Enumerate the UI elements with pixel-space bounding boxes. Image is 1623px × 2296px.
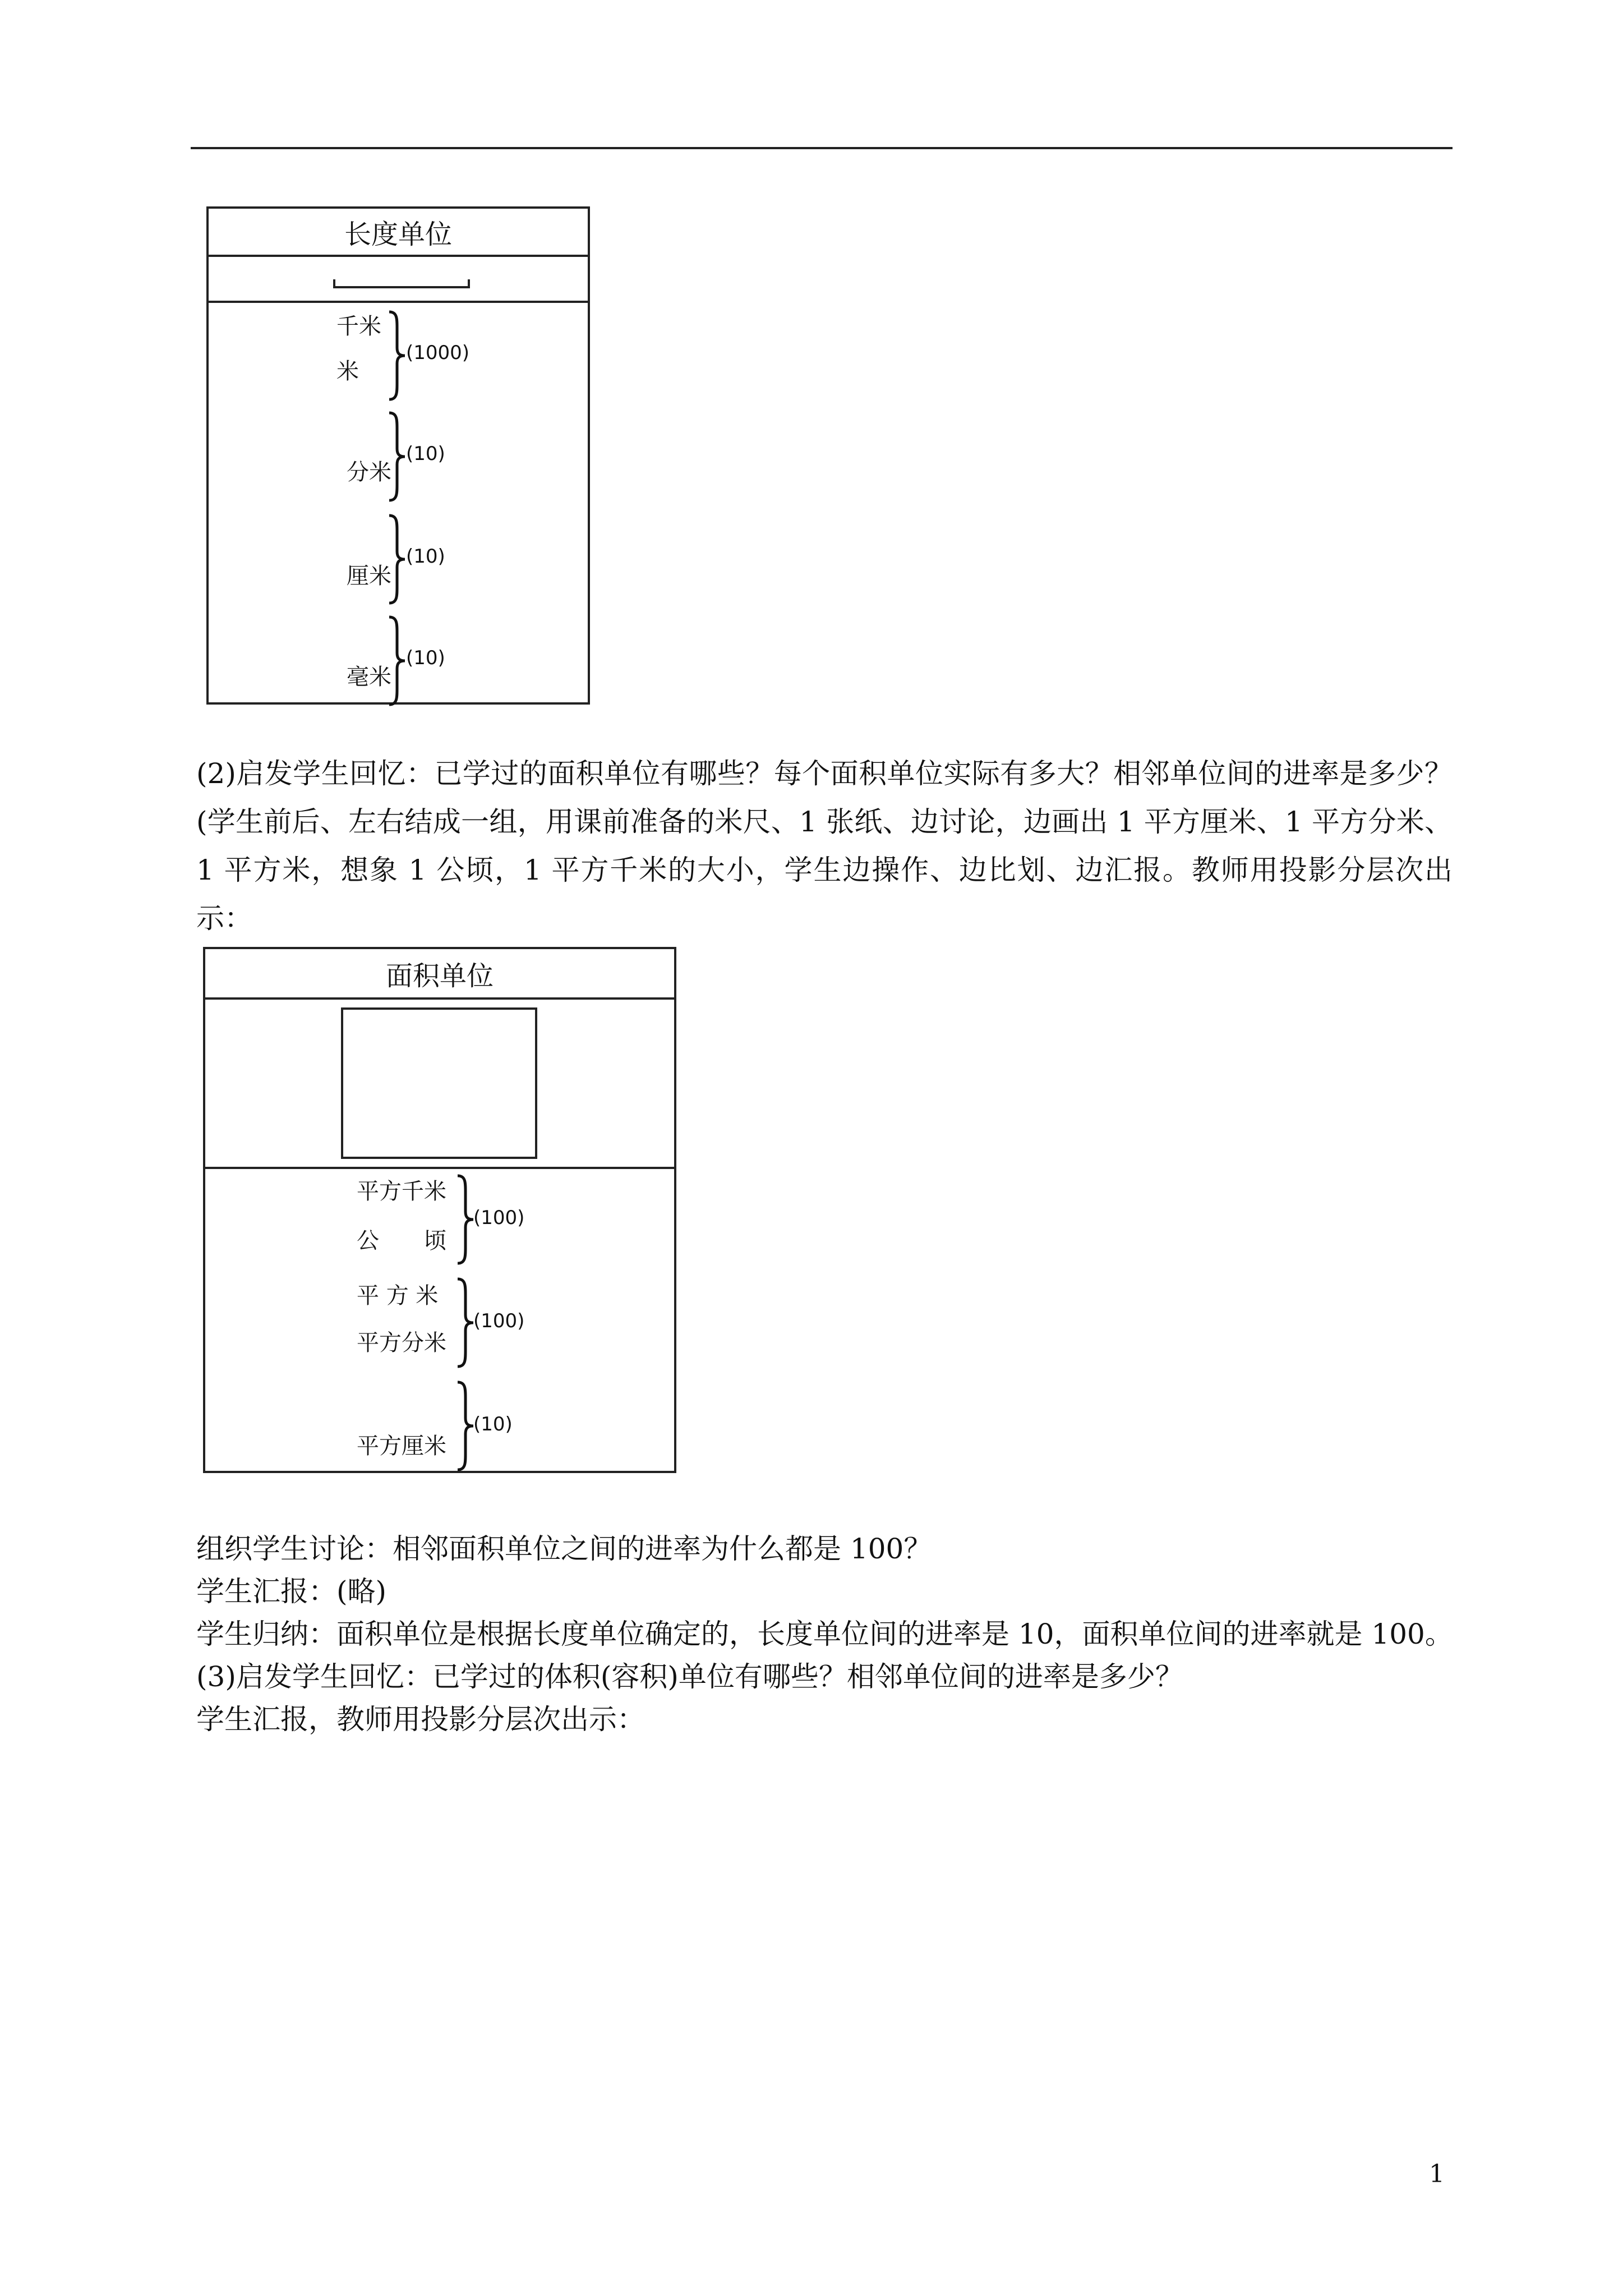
brace-icon — [453, 1381, 476, 1471]
unit-millimeter: 毫米 — [347, 664, 391, 690]
line-student-summary: 学生归纳：面积单位是根据长度单位确定的，长度单位间的进率是 10，面积单位间的进率就是 100。 — [196, 1618, 1453, 1650]
length-table-title: 长度单位 — [209, 209, 588, 257]
brace-icon — [453, 1278, 476, 1368]
area-unit-table — [203, 947, 676, 1473]
header-rule — [191, 147, 1453, 149]
paragraph-area-units: (2)启发学生回忆：已学过的面积单位有哪些？每个面积单位实际有多大？相邻单位间的进率是多少？(学生前后、左右结成一组，用课前准备的米尺、1 张纸、边讨论，边画出 1 平方厘米、1 平方分米、1 平方米，想象 1 公顷，1 平方千米的大小，学生边操作、边比划、边汇报。教师用投影分层次出示： — [196, 757, 1453, 935]
rate-cm-mm: (10) — [406, 647, 445, 669]
ruler-segment-icon — [209, 257, 592, 303]
brace-icon — [385, 311, 407, 401]
unit-decimeter: 分米 — [347, 459, 391, 485]
rate-dm-cm: (10) — [406, 545, 445, 568]
line-student-report: 学生汇报：(略) — [196, 1575, 387, 1608]
page-number: 1 — [1429, 2160, 1445, 2188]
line-projection: 学生汇报，教师用投影分层次出示： — [196, 1703, 645, 1736]
unit-hectare: 公 顷 — [357, 1228, 446, 1254]
unit-square-meter: 平 方 米 — [357, 1283, 439, 1309]
unit-square-kilometer: 平方千米 — [357, 1179, 446, 1204]
rate-km-m: (1000) — [406, 342, 470, 364]
rate-m-dm: (10) — [406, 443, 445, 465]
unit-meter: 米 — [336, 358, 359, 384]
square-icon — [341, 1007, 537, 1159]
area-table-square-row — [205, 1000, 674, 1169]
line-volume-units: (3)启发学生回忆：已学过的体积(容积)单位有哪些？相邻单位间的进率是多少？ — [196, 1660, 1183, 1693]
unit-square-decimeter: 平方分米 — [357, 1330, 446, 1356]
brace-icon — [385, 616, 407, 706]
unit-centimeter: 厘米 — [347, 563, 391, 589]
area-table-title: 面积单位 — [205, 949, 674, 1000]
rate-km2-ha: (100) — [473, 1207, 525, 1229]
unit-square-centimeter: 平方厘米 — [357, 1433, 446, 1459]
length-unit-table — [206, 206, 590, 705]
rate-dm2-cm2: (10) — [473, 1413, 513, 1435]
brace-icon — [385, 412, 407, 501]
brace-icon — [453, 1175, 476, 1264]
brace-icon — [385, 514, 407, 604]
length-table-ruler-row — [209, 257, 588, 303]
line-discussion: 组织学生讨论：相邻面积单位之间的进率为什么都是 100？ — [196, 1533, 932, 1565]
unit-kilometer: 千米 — [336, 314, 381, 339]
rate-m2-dm2: (100) — [473, 1310, 525, 1332]
